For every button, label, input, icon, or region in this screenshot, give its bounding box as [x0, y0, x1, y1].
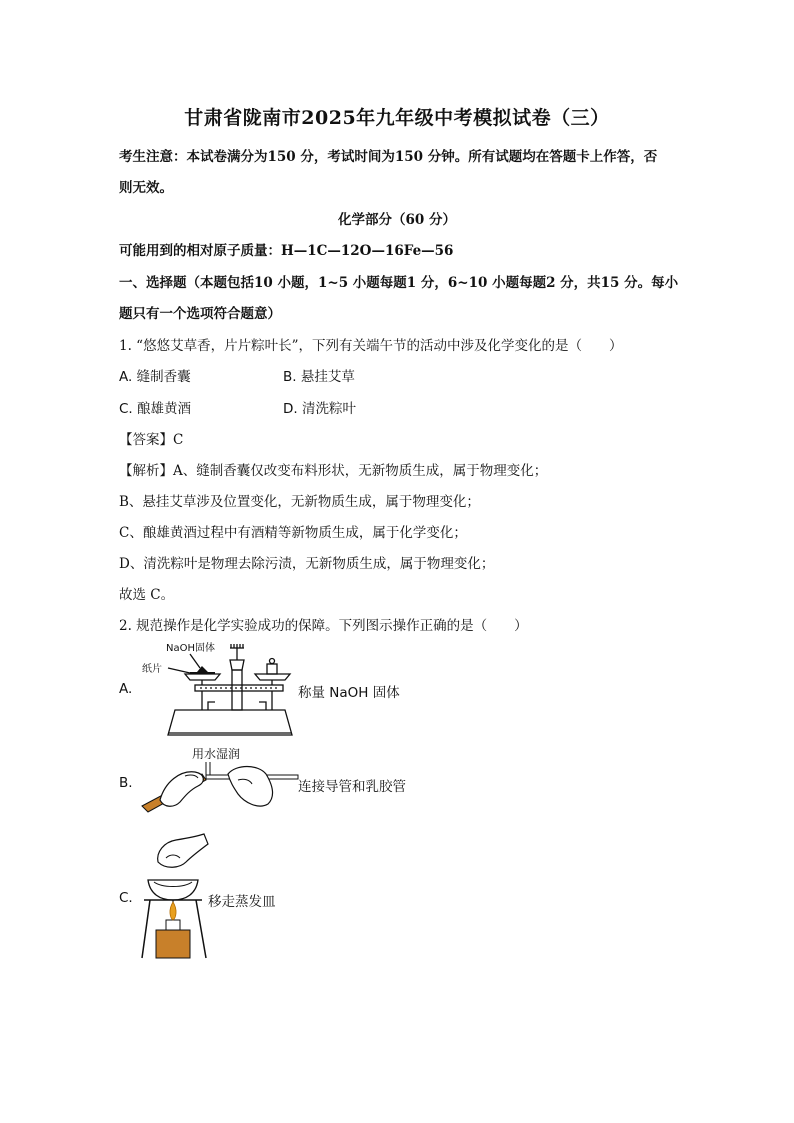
- balance-figure: [140, 640, 300, 740]
- notice-line-2: 则无效。: [119, 180, 173, 196]
- q1-option-d: D. 清洗粽叶: [283, 401, 356, 417]
- part1-heading-line-2: 题只有一个选项符合题意）: [119, 306, 281, 322]
- tube-label-wet: 用水湿润: [192, 747, 241, 761]
- q1-answer: 【答案】C: [119, 432, 184, 448]
- q1-analysis-line: 故选 C。: [119, 587, 175, 603]
- evaporating-dish-figure: [140, 832, 210, 960]
- part1-heading-line-1: 一、选择题（本题包括10 小题，1~5 小题每题1 分，6~10 小题每题2 分，共15 分。每小: [119, 275, 679, 291]
- q1-option-c: C. 酿雄黄酒: [119, 401, 192, 417]
- q1-analysis-line: 【解析】A、缝制香囊仅改变布料形状，无新物质生成，属于物理变化；: [119, 463, 548, 479]
- q2-option-b-caption: 连接导管和乳胶管: [298, 779, 406, 795]
- balance-label-paper: 纸片: [142, 664, 162, 675]
- notice-line-1: 考生注意：本试卷满分为150 分，考试时间为150 分钟。所有试题均在答题卡上作答，否: [119, 149, 658, 165]
- q1-analysis-line: B、悬挂艾草涉及位置变化，无新物质生成，属于物理变化；: [119, 494, 480, 510]
- balance-label-naoh: NaOH固体: [166, 643, 215, 654]
- section-title: 化学部分（60 分）: [338, 212, 456, 228]
- q2-option-c-letter: C.: [119, 890, 133, 906]
- q1-analysis-line: C、酿雄黄酒过程中有酒精等新物质生成，属于化学变化；: [119, 525, 467, 541]
- q2-option-b-letter: B.: [119, 775, 133, 791]
- atomic-mass-line: 可能用到的相对原子质量：H—1C—12O—16Fe—56: [119, 243, 454, 259]
- q1-option-a: A. 缝制香囊: [119, 369, 191, 385]
- q2-option-a-letter: A.: [119, 681, 133, 697]
- page-title: 甘肃省陇南市2025年九年级中考模拟试卷（三）: [184, 107, 610, 129]
- q1-analysis-line: D、清洗粽叶是物理去除污渍，无新物质生成，属于物理变化；: [119, 556, 495, 572]
- q2-stem: 2. 规范操作是化学实验成功的保障。下列图示操作正确的是（ ）: [119, 618, 528, 634]
- tube-connection-figure: [140, 744, 300, 814]
- q1-option-b: B. 悬挂艾草: [283, 369, 355, 385]
- q2-option-a-caption: 称量 NaOH 固体: [298, 685, 400, 701]
- q1-stem: 1. “悠悠艾草香，片片粽叶长”，下列有关端午节的活动中涉及化学变化的是（ ）: [119, 338, 623, 354]
- q2-option-c-caption: 移走蒸发皿: [208, 894, 276, 910]
